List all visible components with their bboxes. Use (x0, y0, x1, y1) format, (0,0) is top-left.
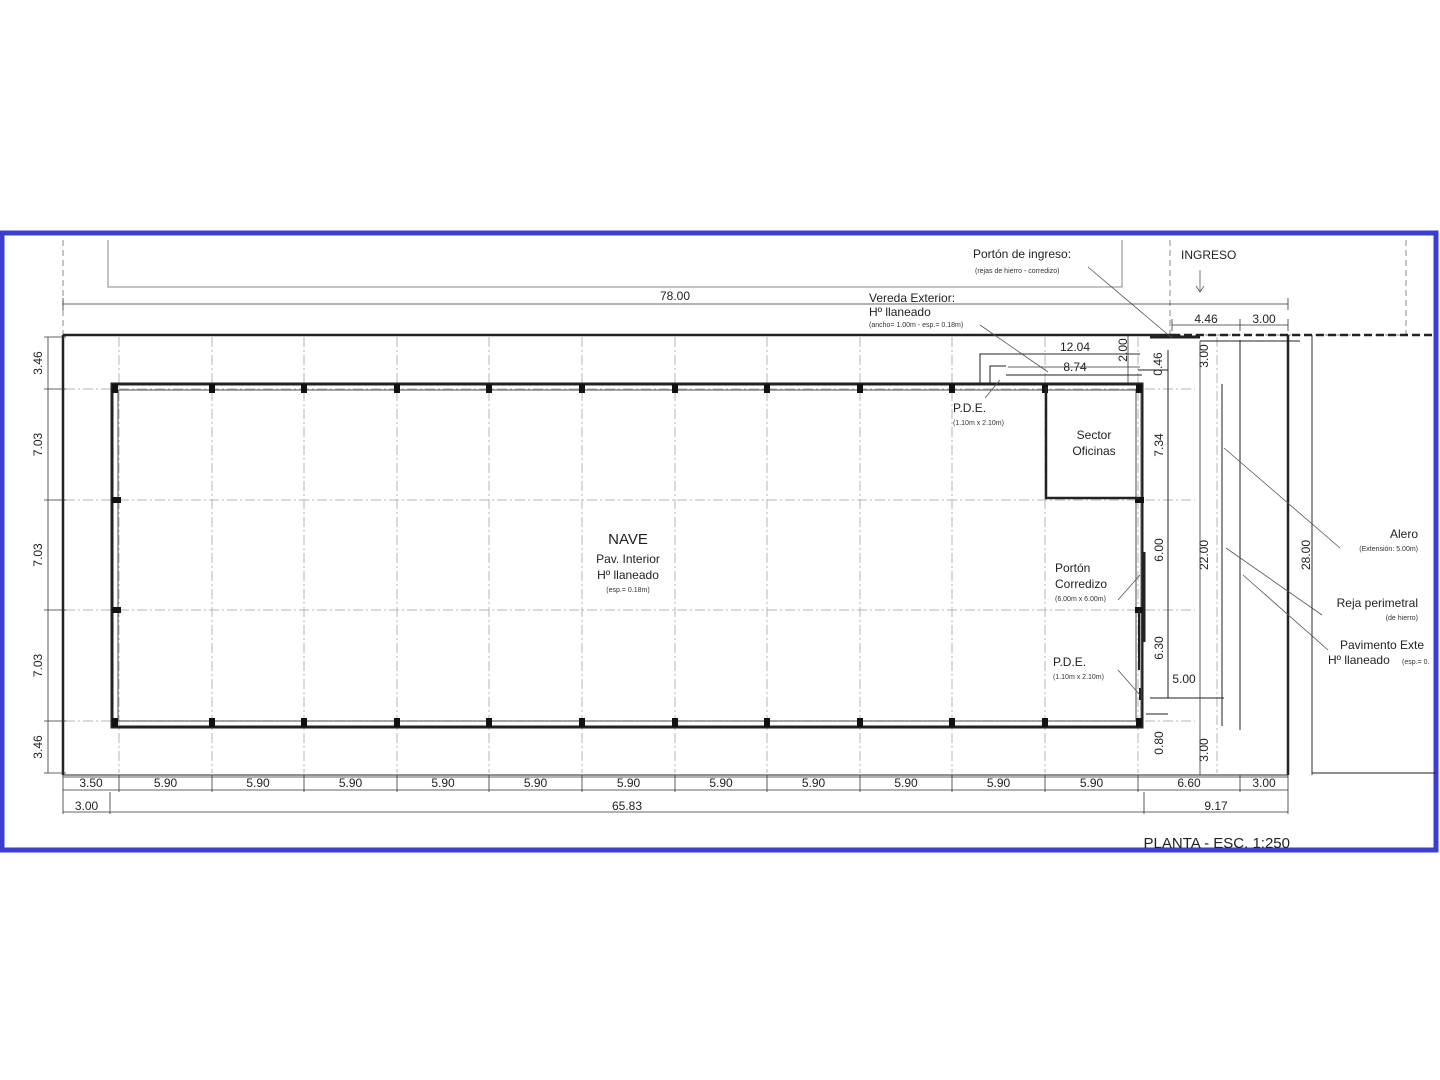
nave-note: (esp.= 0.18m) (606, 587, 650, 594)
dim-bottom-1: 5.90 (616, 776, 641, 790)
column (949, 384, 955, 393)
dim-bottom-1: 6.60 (1177, 776, 1201, 790)
dim-bottom-1: 3.50 (79, 776, 103, 790)
dim-28-00: 28.00 (1299, 539, 1313, 571)
column (394, 384, 400, 393)
entrance-gate (1138, 337, 1200, 714)
column (486, 718, 492, 727)
dim-bottom-1: 5.90 (986, 776, 1011, 790)
dim-bottom-1: 5.90 (338, 776, 363, 790)
column (764, 718, 770, 727)
column (209, 384, 215, 393)
porton-ingreso-note: (rejas de hierro - corredizo) (975, 268, 1060, 275)
porton-corredizo-note: (6.00m x 6.00m) (1055, 596, 1106, 603)
pde-top-note: (1.10m x 2.10m) (953, 420, 1004, 427)
vereda-note: (ancho= 1.00m - esp.= 0.18m) (869, 322, 964, 329)
dim-bottom-1: 3.00 (1252, 776, 1276, 790)
dim-6-00: 6.00 (1152, 538, 1166, 562)
column (112, 497, 121, 503)
porton-corredizo-line2: Corredizo (1055, 577, 1108, 591)
dim-bottom-2: 9.17 (1204, 799, 1228, 813)
dim-0-46: 0.46 (1151, 352, 1165, 376)
dim-bottom-1: 5.90 (709, 776, 733, 790)
dim-bottom-2: 65.83 (611, 799, 643, 813)
column (486, 384, 492, 393)
reja-note: (de hierro) (1385, 615, 1418, 622)
pavimento-note: (esp.= 0. (1402, 659, 1430, 666)
porton-corredizo-line1: Portón (1055, 561, 1091, 575)
dim-bottom-2: 3.00 (74, 799, 99, 813)
plan-title: PLANTA - ESC. 1:250 (1143, 835, 1290, 852)
nave-line1: Pav. Interior (596, 552, 660, 566)
dim-bottom-1: 5.90 (894, 776, 918, 790)
dim-top-total: 78.00 (659, 289, 691, 303)
dim-bottom-1: 5.90 (801, 776, 826, 790)
column (672, 718, 678, 727)
dimension-lines (63, 304, 1312, 812)
column (112, 384, 118, 393)
column (857, 384, 863, 393)
ingreso-label: INGRESO (1181, 248, 1237, 262)
plot-boundary (63, 335, 1436, 775)
drawing-frame (0, 230, 1440, 854)
column (949, 718, 955, 727)
sector-line2: Oficinas (1072, 444, 1116, 458)
dim-8-74: 8.74 (1063, 360, 1087, 374)
dim-6-30: 6.30 (1152, 636, 1166, 660)
column (1136, 718, 1142, 727)
dim-left: 7.03 (31, 432, 45, 457)
left-dimensions (31, 337, 66, 773)
alero-title: Alero (1389, 527, 1418, 541)
dim-2-00: 2.00 (1116, 338, 1130, 362)
sector-line1: Sector (1076, 428, 1112, 442)
pavimento-line2: Hº llaneado (1328, 653, 1390, 667)
dim-left: 3.46 (31, 735, 45, 759)
pde-bottom-title: P.D.E. (1053, 655, 1087, 669)
dim-0-80: 0.80 (1152, 731, 1166, 755)
alero-note: (Extensión: 5.00m) (1359, 546, 1418, 553)
dim-left: 7.03 (31, 653, 45, 678)
column (672, 384, 678, 393)
vereda-line2: Hº llaneado (869, 305, 931, 319)
frame-border (2, 233, 1436, 850)
dim-bottom-1: 5.90 (246, 776, 270, 790)
pde-bottom-note: (1.10m x 2.10m) (1053, 674, 1104, 681)
column (209, 718, 215, 727)
dim-bottom-1: 5.90 (153, 776, 178, 790)
dim-bottom-1: 5.90 (431, 776, 455, 790)
column (301, 384, 307, 393)
column (579, 384, 585, 393)
column (112, 718, 118, 727)
nave-line2: Hº llaneado (597, 568, 659, 582)
pde-top-title: P.D.E. (953, 401, 987, 415)
column (394, 718, 400, 727)
dim-3-00-bottom: 3.00 (1197, 738, 1211, 762)
column (112, 607, 121, 613)
column (1136, 384, 1142, 393)
leader-lines (980, 267, 1340, 695)
dim-12-04: 12.04 (1059, 340, 1091, 354)
dim-left: 7.03 (31, 543, 45, 567)
dim-3-00-top: 3.00 (1197, 344, 1211, 368)
dim-22-00: 22.00 (1197, 539, 1211, 571)
column (857, 718, 863, 727)
bottom-dimensions (63, 775, 1288, 814)
floor-plan (0, 230, 1440, 854)
dim-bottom-1: 5.90 (523, 776, 548, 790)
dim-top-right-2: 3.00 (1252, 312, 1276, 326)
vereda-title: Vereda Exterior: (869, 291, 956, 305)
column (1042, 718, 1048, 727)
porton-ingreso-title: Portón de ingreso: (973, 247, 1072, 261)
dim-left: 3.46 (31, 351, 45, 375)
column (764, 384, 770, 393)
dim-bottom-1: 5.90 (1079, 776, 1104, 790)
pavimento-title: Pavimento Exte (1340, 638, 1425, 652)
dim-top-right-1: 4.46 (1194, 312, 1218, 326)
nave-title: NAVE (608, 531, 648, 548)
column (579, 718, 585, 727)
column (301, 718, 307, 727)
reja-title: Reja perimetral (1336, 596, 1418, 610)
office-walls (980, 354, 1142, 498)
dim-7-34: 7.34 (1152, 433, 1166, 457)
dim-5-00: 5.00 (1172, 672, 1196, 686)
